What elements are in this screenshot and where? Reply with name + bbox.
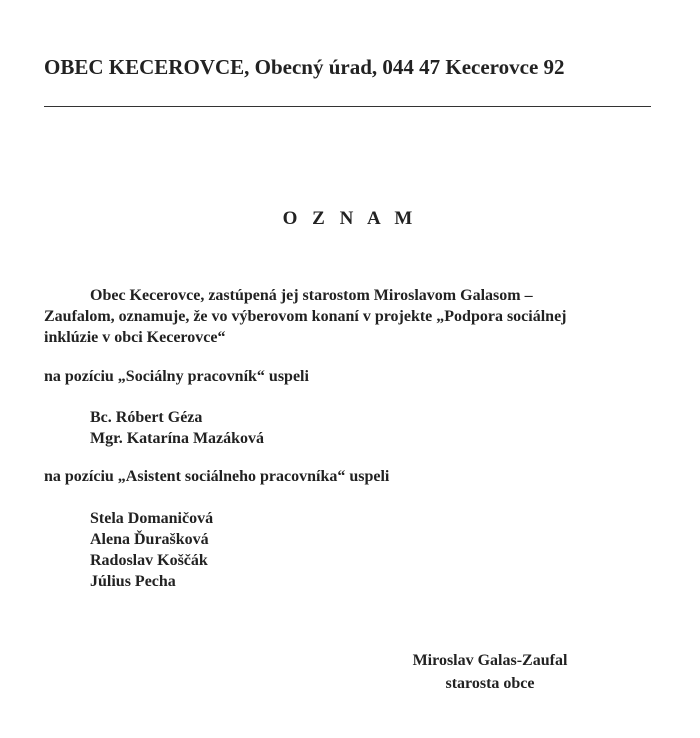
intro-line: Zaufalom, oznamuje, že vo výberovom konaní v projekte „Podpora sociálnej xyxy=(44,308,567,325)
signatory-role: starosta obce xyxy=(445,675,535,692)
social-worker-names xyxy=(90,407,264,449)
candidate-name: Radoslav Koščák xyxy=(90,552,208,569)
candidate-name: Alena Ďurašková xyxy=(90,531,209,548)
position-assistant-label: na pozíciu „Asistent sociálneho pracovníka“ uspeli xyxy=(44,468,390,485)
candidate-name: Július Pecha xyxy=(90,573,176,590)
intro-line: inklúzie v obci Kecerovce“ xyxy=(44,329,226,346)
signatory-name: Miroslav Galas-Zaufal xyxy=(412,652,568,669)
document-title: O Z N A M xyxy=(282,208,418,229)
signature-block xyxy=(390,649,590,695)
candidate-name: Mgr. Katarína Mazáková xyxy=(90,430,265,447)
header-divider xyxy=(44,106,651,107)
assistant-names xyxy=(90,508,213,592)
intro-line: Obec Kecerovce, zastúpená jej starostom Miroslavom Galasom – xyxy=(90,287,533,304)
candidate-name: Stela Domaničová xyxy=(90,510,214,527)
intro-paragraph xyxy=(44,285,624,348)
candidate-name: Bc. Róbert Géza xyxy=(90,409,203,426)
position-social-worker-label: na pozíciu „Sociálny pracovník“ uspeli xyxy=(44,368,309,385)
letterhead: OBEC KECEROVCE, Obecný úrad, 044 47 Kecerovce 92 xyxy=(44,55,565,79)
